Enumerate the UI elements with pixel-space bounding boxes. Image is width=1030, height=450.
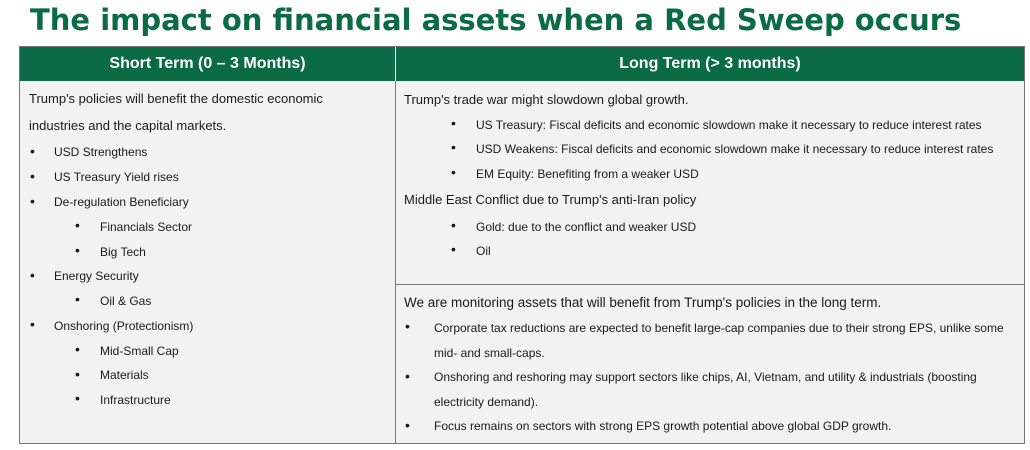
bullet-icon: • bbox=[451, 217, 456, 233]
list-item: US Treasury: Fiscal deficits and economic slowdown make it necessary to reduce interest rates bbox=[476, 118, 982, 132]
trade-war-heading: Trump's trade war might slowdown global growth. bbox=[404, 92, 689, 107]
list-item-line1: Onshoring and reshoring may support sectors like chips, AI, Vietnam, and utility & industrials (boosting bbox=[434, 370, 977, 384]
short-term-intro-line1: Trump's policies will benefit the domestic economic bbox=[29, 91, 323, 106]
long-term-header: Long Term (> 3 months) bbox=[396, 47, 1024, 81]
list-item: Materials bbox=[100, 368, 149, 382]
short-term-intro-line2: industries and the capital markets. bbox=[29, 118, 227, 133]
long-term-outlook-cell bbox=[396, 81, 1024, 285]
bullet-icon: • bbox=[30, 168, 35, 184]
list-item: Oil bbox=[476, 244, 491, 258]
list-item: US Treasury Yield rises bbox=[54, 170, 179, 184]
bullet-icon: • bbox=[75, 341, 80, 357]
comparison-table bbox=[19, 46, 1025, 444]
list-item-line2: electricity demand). bbox=[434, 395, 539, 409]
short-term-header: Short Term (0 – 3 Months) bbox=[20, 47, 396, 81]
short-term-cell bbox=[20, 81, 396, 443]
bullet-icon: • bbox=[451, 241, 456, 257]
bullet-icon: • bbox=[405, 417, 410, 433]
monitoring-heading: We are monitoring assets that will benefit from Trump's policies in the long term. bbox=[404, 295, 882, 310]
bullet-icon: • bbox=[75, 390, 80, 406]
bullet-icon: • bbox=[75, 217, 80, 233]
list-item: USD Weakens: Fiscal deficits and economic slowdown make it necessary to reduce interest rates bbox=[476, 142, 994, 156]
bullet-icon: • bbox=[30, 193, 35, 209]
bullet-icon: • bbox=[405, 318, 410, 334]
list-item: Onshoring (Protectionism) bbox=[54, 319, 194, 333]
list-item: Big Tech bbox=[100, 245, 146, 259]
list-item: Gold: due to the conflict and weaker USD bbox=[476, 220, 697, 234]
list-item: De-regulation Beneficiary bbox=[54, 195, 189, 209]
bullet-icon: • bbox=[75, 242, 80, 258]
bullet-icon: • bbox=[451, 115, 456, 131]
bullet-icon: • bbox=[30, 267, 35, 283]
list-item-line1: Focus remains on sectors with strong EPS growth potential above global GDP growth. bbox=[434, 419, 892, 433]
bullet-icon: • bbox=[75, 291, 80, 307]
list-item: Financials Sector bbox=[100, 220, 193, 234]
list-item: EM Equity: Benefiting from a weaker USD bbox=[476, 167, 699, 181]
page-title: The impact on financial assets when a Red Sweep occurs bbox=[30, 3, 962, 37]
bullet-icon: • bbox=[75, 366, 80, 382]
bullet-icon: • bbox=[30, 143, 35, 159]
bullet-icon: • bbox=[30, 316, 35, 332]
bullet-icon: • bbox=[451, 164, 456, 180]
list-item: Infrastructure bbox=[100, 393, 171, 407]
bullet-icon: • bbox=[451, 139, 456, 155]
list-item-line1: Corporate tax reductions are expected to benefit large-cap companies due to their strong EPS, unlike some bbox=[434, 321, 1004, 335]
list-item: Energy Security bbox=[54, 269, 139, 283]
list-item: USD Strengthens bbox=[54, 145, 148, 159]
middle-east-heading: Middle East Conflict due to Trump's anti-Iran policy bbox=[404, 192, 697, 207]
long-term-monitoring-cell bbox=[396, 285, 1024, 443]
list-item: Oil & Gas bbox=[100, 294, 152, 308]
bullet-icon: • bbox=[405, 368, 410, 384]
list-item-line2: mid- and small-caps. bbox=[434, 346, 545, 360]
list-item: Mid-Small Cap bbox=[100, 344, 179, 358]
